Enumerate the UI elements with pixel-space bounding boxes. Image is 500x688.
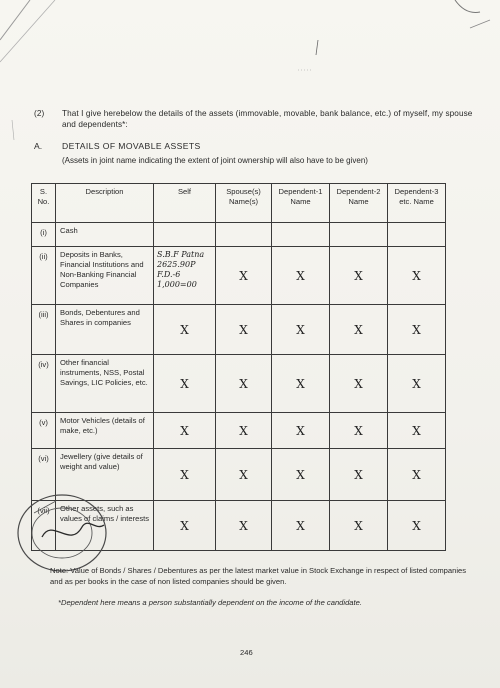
- cell-description: Deposits in Banks, Financial Institutions and Non-Banking Financial Companies: [56, 247, 154, 305]
- header-self: Self: [154, 184, 216, 223]
- cell-description: Cash: [56, 223, 154, 247]
- cell-spouse: X: [216, 449, 272, 501]
- cell-description: Other assets, such as values of claims / interests: [56, 501, 154, 551]
- cell-dependent-3: X: [388, 449, 446, 501]
- movable-assets-table: [31, 183, 446, 551]
- section-letter: A.: [34, 141, 43, 151]
- table-row-bonds: [32, 305, 446, 355]
- cell-dependent-1: X: [272, 449, 330, 501]
- cell-dependent-1: X: [272, 413, 330, 449]
- cell-sno: (v): [32, 413, 56, 449]
- table-row-cash: [32, 223, 446, 247]
- table-row-other-assets: [32, 501, 446, 551]
- section-title: DETAILS OF MOVABLE ASSETS: [62, 141, 201, 151]
- cell-dependent-2: [330, 223, 388, 247]
- cell-dependent-2: X: [330, 449, 388, 501]
- intro-number: (2): [34, 109, 45, 118]
- cell-dependent-3: X: [388, 247, 446, 305]
- header-spouse: Spouse(s) Name(s): [216, 184, 272, 223]
- cell-dependent-2: X: [330, 305, 388, 355]
- page-number: 246: [240, 648, 253, 657]
- cell-dependent-3: [388, 223, 446, 247]
- cell-dependent-3: X: [388, 355, 446, 413]
- header-dependent-1: Dependent-1 Name: [272, 184, 330, 223]
- cell-dependent-1: X: [272, 247, 330, 305]
- cell-self: X: [154, 501, 216, 551]
- table-row-financial-instruments: [32, 355, 446, 413]
- cell-description: Motor Vehicles (details of make, etc.): [56, 413, 154, 449]
- cell-sno: (vii): [32, 501, 56, 551]
- cell-spouse: X: [216, 305, 272, 355]
- footnote-valuation: Note: Value of Bonds / Shares / Debentures as per the latest market value in Stock Exchange in respect of listed companies and as per books in the case of non listed companies should be given.: [50, 566, 467, 586]
- header-description: Description: [56, 184, 154, 223]
- table-row-motor-vehicles: [32, 413, 446, 449]
- table-row-deposits: [32, 247, 446, 305]
- header-dependent-2: Dependent-2 Name: [330, 184, 388, 223]
- table-header-row: [32, 184, 446, 223]
- footnote-dependent: *Dependent here means a person substantially dependent on the income of the candidate.: [58, 598, 362, 607]
- cell-self: X: [154, 305, 216, 355]
- cell-sno: (vi): [32, 449, 56, 501]
- cell-spouse: X: [216, 247, 272, 305]
- header-dependent-3: Dependent-3 etc. Name: [388, 184, 446, 223]
- cell-dependent-1: [272, 223, 330, 247]
- cell-spouse: X: [216, 355, 272, 413]
- cell-sno: (i): [32, 223, 56, 247]
- cell-dependent-2: X: [330, 355, 388, 413]
- cell-dependent-3: X: [388, 501, 446, 551]
- cell-description: Jewellery (give details of weight and value): [56, 449, 154, 501]
- cell-spouse: X: [216, 413, 272, 449]
- cell-dependent-1: X: [272, 501, 330, 551]
- cell-sno: (iii): [32, 305, 56, 355]
- cell-description: Other financial instruments, NSS, Postal Savings, LIC Policies, etc.: [56, 355, 154, 413]
- cell-dependent-2: X: [330, 413, 388, 449]
- header-sno: S. No.: [32, 184, 56, 223]
- section-note: (Assets in joint name indicating the extent of joint ownership will also have to be given): [62, 156, 368, 165]
- cell-spouse: [216, 223, 272, 247]
- cell-dependent-3: X: [388, 305, 446, 355]
- cell-description: Bonds, Debentures and Shares in companies: [56, 305, 154, 355]
- cell-self: X: [154, 449, 216, 501]
- table-row-jewellery: [32, 449, 446, 501]
- cell-spouse: X: [216, 501, 272, 551]
- cell-dependent-2: X: [330, 501, 388, 551]
- cell-dependent-2: X: [330, 247, 388, 305]
- intro-paragraph: [34, 108, 474, 130]
- cell-sno: (ii): [32, 247, 56, 305]
- cell-self: X: [154, 355, 216, 413]
- cell-dependent-1: X: [272, 355, 330, 413]
- cell-dependent-1: X: [272, 305, 330, 355]
- cell-dependent-3: X: [388, 413, 446, 449]
- intro-text: That I give herebelow the details of the assets (immovable, movable, bank balance, etc.) of myself, my spouse and dependents*:: [62, 109, 473, 129]
- cell-sno: (iv): [32, 355, 56, 413]
- cell-self-handwritten: S.B.F Patna 2625.90P F.D.-6 1,000=00: [154, 247, 216, 305]
- cell-self: [154, 223, 216, 247]
- cell-self: X: [154, 413, 216, 449]
